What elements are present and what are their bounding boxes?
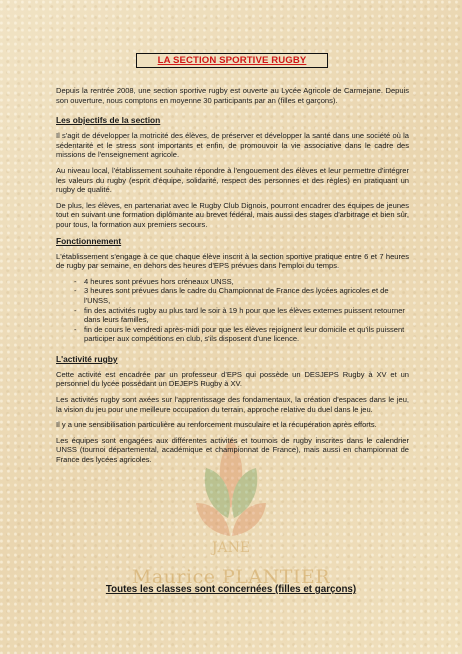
- fonctionnement-paragraph: L'établissement s'engage à ce que chaque élève inscrit à la section sportive pratique entre 6 et 7 heures de rugby par semaine, en dehors des heures d'EPS prévues dans l'emploi du temps.: [56, 251, 409, 271]
- heading-fonctionnement: Fonctionnement: [56, 235, 122, 246]
- activite-paragraph-2: Les activités rugby sont axées sur l'apprentissage des fondamentaux, la création d'espaces dans le jeu, la vision du jeu pour une meilleure occupation du terrain, approche relative du duel dans le jeu.: [56, 395, 409, 414]
- activite-paragraph-4: Les équipes sont engagées aux différentes activités et tournois de rugby inscrites dans le calendrier UNSS (tournoi départemental, académique et championnat de France), mais aussi en championnat de France des lycées agricoles.: [56, 435, 409, 465]
- list-item: - fin de cours le vendredi après-midi pour que les élèves rejoignent leur domicile et qu'ils puissent participer aux compétitions en club, s'ils disposent d'une licence.: [84, 325, 409, 344]
- footer-statement: Toutes les classes sont concernées (filles et garçons): [105, 584, 357, 595]
- activite-paragraph-3: Il y a une sensibilisation particulière au renforcement musculaire et la récupération après efforts.: [56, 420, 377, 430]
- fonctionnement-list: [56, 277, 409, 344]
- watermark-small-text: JANE: [211, 540, 251, 556]
- objectifs-paragraph-1: Il s'agit de développer la motricité des élèves, de préserver et développer la santé dans une société où la sédentarité et le stress sont importants et enfin, de promouvoir la vie associative dans le cadre des missions de l'enseignement agricole.: [56, 131, 409, 160]
- objectifs-paragraph-3: De plus, les élèves, en partenariat avec le Rugby Club Dignois, pourront encadrer des équipes de jeunes tout en suivant une formation diplômante au brevet fédéral, mais aussi des stages d'arbitrage et bien sûr, pour tous, la formation aux premiers secours.: [56, 200, 409, 229]
- title-box: [136, 53, 328, 68]
- list-item: - 3 heures sont prévues dans le cadre du Championnat de France des lycées agricoles et de l'UNSS,: [84, 286, 409, 305]
- heading-objectifs: Les objectifs de la section: [56, 115, 161, 126]
- list-item: - 4 heures sont prévues hors créneaux UNSS,: [84, 277, 409, 287]
- activite-paragraph-1: Cette activité est encadrée par un professeur d'EPS qui possède un DESJEPS Rugby à XV et un personnel du lycée possédant un DEJEPS Rugby à XV.: [56, 369, 409, 389]
- heading-activite: L'activité rugby: [56, 353, 118, 364]
- watermark-name: Maurice PLANTIER: [131, 566, 331, 588]
- intro-paragraph: Depuis la rentrée 2008, une section sportive rugby est ouverte au Lycée Agricole de Carmejane. Depuis son ouverture, nous comptons en moyenne 30 participants par an (filles et garçons).: [56, 86, 409, 105]
- objectifs-paragraph-2: Au niveau local, l'établissement souhaite répondre à l'engouement des élèves et leur permettre d'intégrer les valeurs du rugby (esprit d'équipe, solidarité, respect des personnes et des règles) en pratiquant un rugby de qualité.: [56, 165, 409, 195]
- list-item: - fin des activités rugby au plus tard le soir à 19 h pour que les élèves externes puissent retourner dans leurs familles,: [84, 306, 409, 325]
- page-title: LA SECTION SPORTIVE RUGBY: [157, 55, 307, 66]
- main-content: [56, 86, 409, 465]
